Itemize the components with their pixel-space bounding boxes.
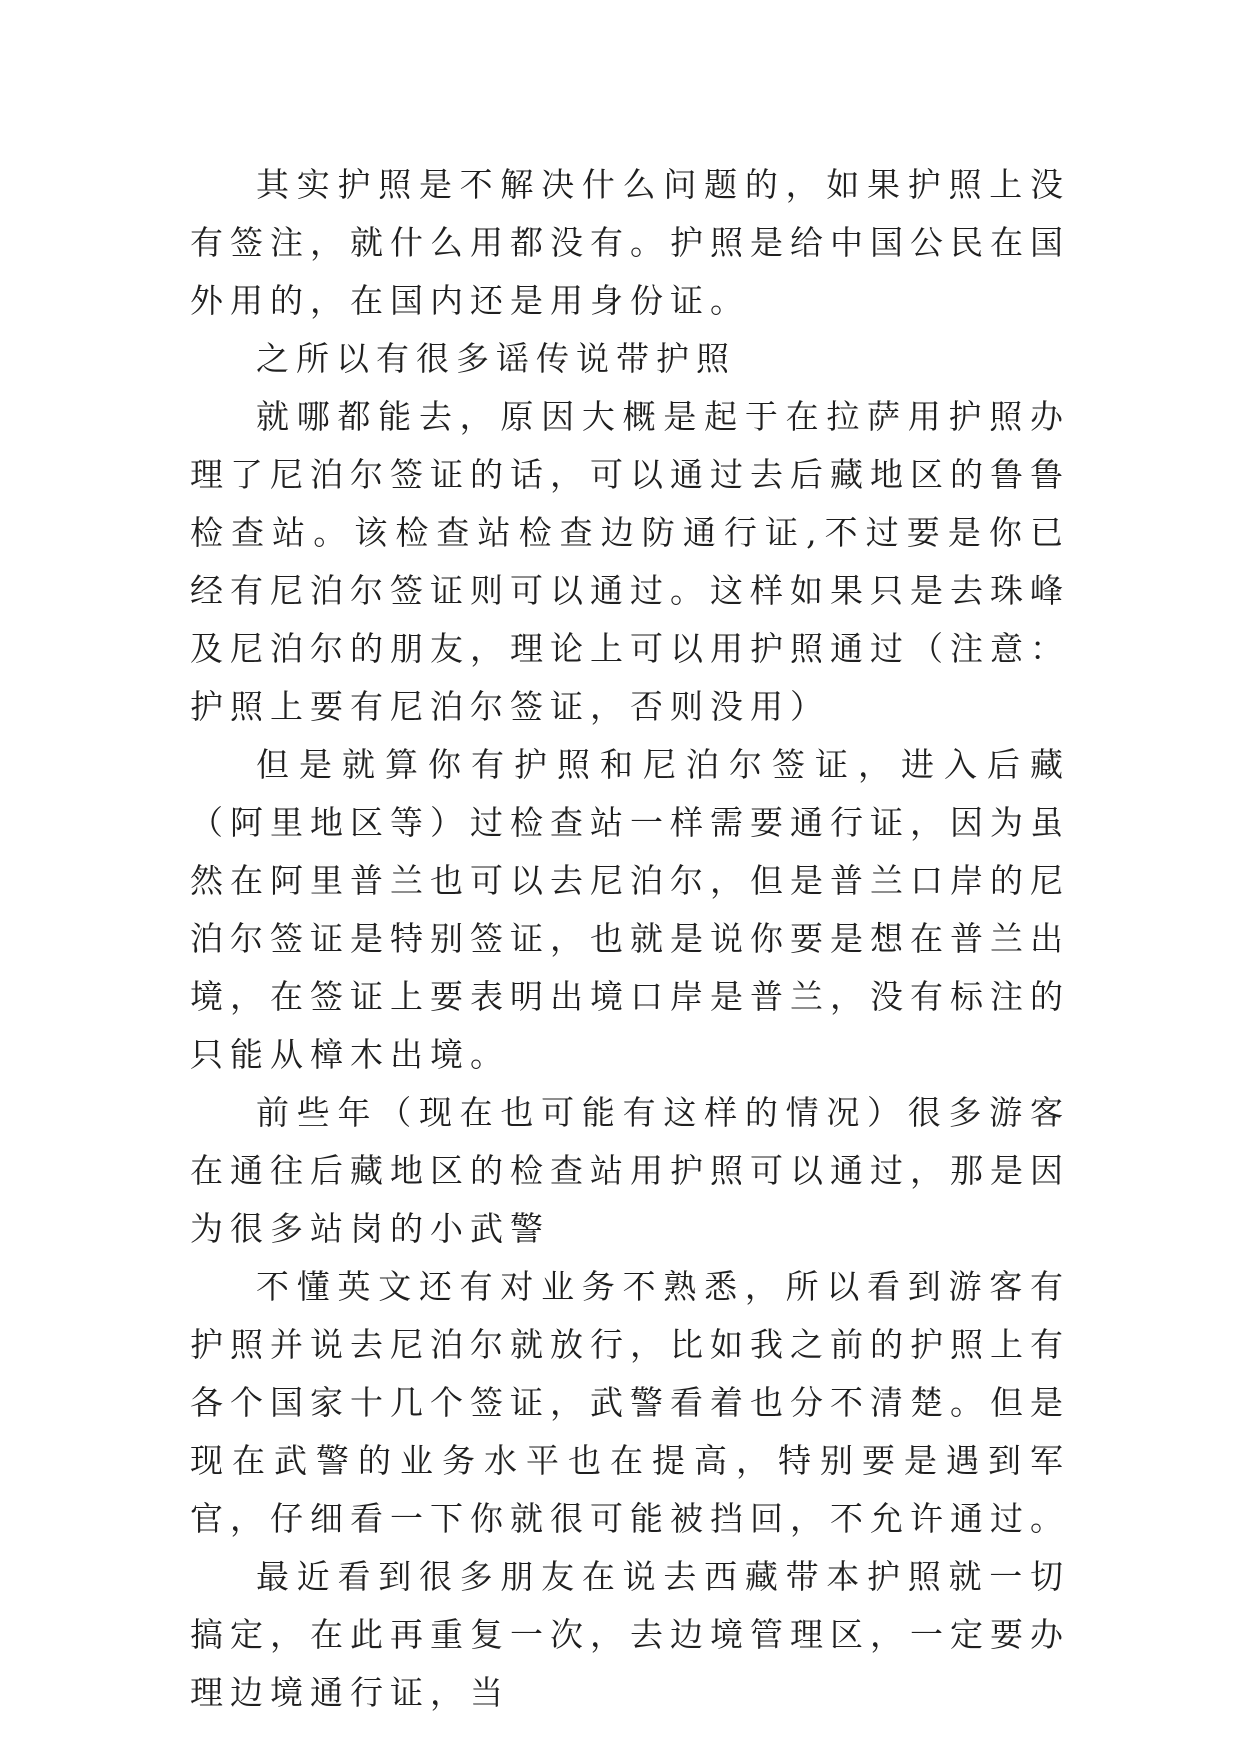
paragraph: 不懂英文还有对业务不熟悉，所以看到游客有护照并说去尼泊尔就放行，比如我之前的护照上有各个国家十几个签证，武警看着也分不清楚。但是现在武警的业务水平也在提高，特别要是遇到军官，仔细看一下你就很可能被挡回，不允许通过。 (190, 1267, 1070, 1538)
paragraph: 但是就算你有护照和尼泊尔签证，进入后藏（阿里地区等）过检查站一样需要通行证，因为虽然在阿里普兰也可以去尼泊尔，但是普兰口岸的尼泊尔签证是特别签证，也就是说你要是想在普兰出境，在签证上要表明出境口岸是普兰，没有标注的只能从樟木出境。 (190, 745, 1070, 1074)
paragraph: 之所以有很多谣传说带护照 (256, 339, 736, 378)
paragraph: 前些年（现在也可能有这样的情况）很多游客在通往后藏地区的检查站用护照可以通过，那是因为很多站岗的小武警 (190, 1093, 1070, 1248)
document-body (190, 156, 1070, 1722)
paragraph: 其实护照是不解决什么问题的，如果护照上没有签注，就什么用都没有。护照是给中国公民在国外用的，在国内还是用身份证。 (190, 165, 1070, 320)
paragraph: 最近看到很多朋友在说去西藏带本护照就一切搞定，在此再重复一次，去边境管理区，一定要办理边境通行证，当 (190, 1557, 1070, 1712)
paragraph: 就哪都能去，原因大概是起于在拉萨用护照办理了尼泊尔签证的话，可以通过去后藏地区的鲁鲁检查站。该检查站检查边防通行证,不过要是你已经有尼泊尔签证则可以通过。这样如果只是去珠峰及尼泊尔的朋友，理论上可以用护照通过（注意：护照上要有尼泊尔签证，否则没用） (190, 397, 1070, 726)
